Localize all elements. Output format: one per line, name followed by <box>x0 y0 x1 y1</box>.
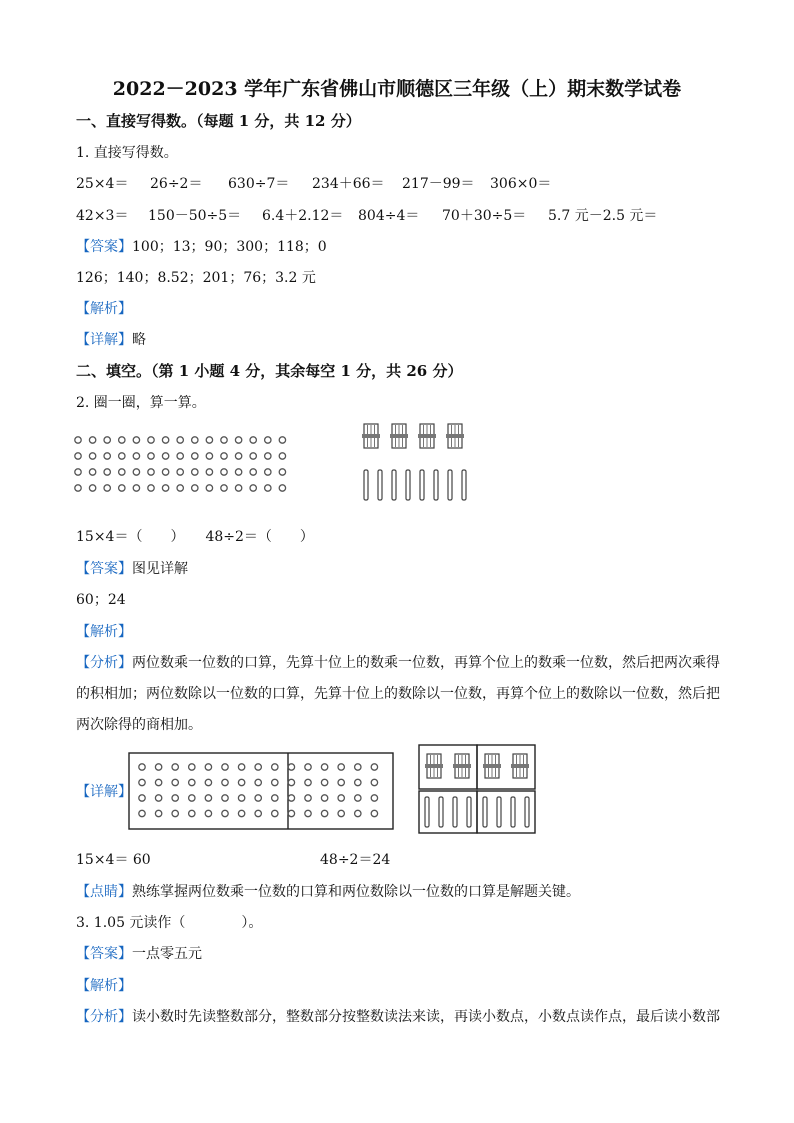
dot <box>162 485 168 491</box>
dot <box>75 453 81 459</box>
dot <box>192 453 198 459</box>
dot <box>172 810 178 816</box>
dot <box>238 779 244 785</box>
single-stick <box>406 470 410 500</box>
analysis-tag: 【解析】 <box>76 978 132 994</box>
fenxi-tag: 【分析】 <box>76 1009 132 1025</box>
fenxi-line-1 <box>76 652 720 672</box>
dot <box>75 485 81 491</box>
detail-tag: 【详解】 <box>76 784 132 800</box>
dot <box>89 485 95 491</box>
calc-item: 630÷7＝ <box>228 176 290 192</box>
dot <box>235 453 241 459</box>
dot <box>139 795 145 801</box>
dot <box>155 795 161 801</box>
dot <box>265 453 271 459</box>
dot <box>279 437 285 443</box>
boxed-stick-bundles <box>418 744 538 834</box>
calc-item: 42×3＝ <box>76 208 129 224</box>
dot <box>119 453 125 459</box>
dot <box>221 485 227 491</box>
dot <box>205 810 211 816</box>
dot <box>148 469 154 475</box>
answer-tag: 【答案】 <box>76 239 132 255</box>
dot <box>321 764 327 770</box>
dot <box>338 795 344 801</box>
dot <box>355 795 361 801</box>
analysis-tag: 【解析】 <box>76 624 132 640</box>
dot <box>133 469 139 475</box>
dianjing-tag: 【点睛】 <box>76 884 132 900</box>
dot <box>235 469 241 475</box>
single-stick <box>497 797 501 827</box>
dot <box>75 437 81 443</box>
dot <box>265 469 271 475</box>
dot <box>221 469 227 475</box>
dot <box>338 764 344 770</box>
dot <box>371 795 377 801</box>
dot <box>162 469 168 475</box>
dot <box>104 453 110 459</box>
dot <box>177 485 183 491</box>
dot <box>279 453 285 459</box>
dot <box>104 469 110 475</box>
single-stick <box>434 470 438 500</box>
dot <box>148 453 154 459</box>
dot <box>338 810 344 816</box>
dot <box>238 764 244 770</box>
single-stick <box>378 470 382 500</box>
dot <box>235 485 241 491</box>
answer-line-2: 126；140；8.52；201；76；3.2 元 <box>76 270 316 286</box>
fenxi-line-2: 的积相加；两位数除以一位数的口算，先算十位上的数除以一位数，再算个位上的数除以一位数，然后把 <box>76 686 720 702</box>
dot <box>205 764 211 770</box>
dot <box>288 810 294 816</box>
calc-item: 306×0＝ <box>490 176 552 192</box>
dot <box>222 779 228 785</box>
single-stick <box>439 797 443 827</box>
dot <box>221 437 227 443</box>
dot <box>272 764 278 770</box>
dot <box>272 810 278 816</box>
answer-line <box>76 558 188 578</box>
section1-heading: 一、直接写得数。（每题 1 分，共 12 分） <box>76 112 361 130</box>
single-stick <box>462 470 466 500</box>
single-stick <box>467 797 471 827</box>
dot <box>321 795 327 801</box>
dot <box>75 469 81 475</box>
dot <box>206 469 212 475</box>
dot <box>305 810 311 816</box>
dot <box>250 469 256 475</box>
q3-answer-line <box>76 943 202 963</box>
single-stick <box>453 797 457 827</box>
dot <box>155 810 161 816</box>
dot <box>89 437 95 443</box>
detail-line <box>76 329 146 349</box>
fenxi-text: 读小数时先读整数部分，整数部分按整数读法来读，再读小数点，小数点读作点，最后读小数部 <box>132 1009 720 1025</box>
dot <box>119 437 125 443</box>
dot <box>238 810 244 816</box>
single-stick <box>420 470 424 500</box>
dot <box>288 795 294 801</box>
single-stick <box>364 470 368 500</box>
dot <box>177 469 183 475</box>
dot <box>172 764 178 770</box>
dot <box>104 437 110 443</box>
dot <box>305 764 311 770</box>
dot <box>155 779 161 785</box>
dot <box>355 779 361 785</box>
answer-text: 100；13；90；300；118；0 <box>132 239 327 255</box>
q3-fenxi-line <box>76 1006 720 1026</box>
dot <box>177 437 183 443</box>
dot <box>205 795 211 801</box>
dot <box>265 485 271 491</box>
dot <box>206 437 212 443</box>
dot <box>288 764 294 770</box>
detail-text: 略 <box>132 332 146 348</box>
dot <box>139 779 145 785</box>
dot <box>305 795 311 801</box>
dot <box>162 453 168 459</box>
dot <box>139 810 145 816</box>
dot <box>272 779 278 785</box>
single-stick <box>392 470 396 500</box>
dot <box>205 779 211 785</box>
dot <box>162 437 168 443</box>
calc-item: 804÷4＝ <box>358 208 420 224</box>
detail-tag: 【详解】 <box>76 332 132 348</box>
dot <box>305 779 311 785</box>
dot <box>189 764 195 770</box>
dot <box>355 764 361 770</box>
dot <box>133 437 139 443</box>
section2-heading: 二、填空。（第 1 小题 4 分，其余每空 1 分，共 26 分） <box>76 362 463 380</box>
dianjing-line <box>76 881 580 901</box>
single-stick <box>448 470 452 500</box>
page-title: 2022－2023 学年广东省佛山市顺德区三年级（上）期末数学试卷 <box>112 78 682 100</box>
calc-item: 6.4＋2.12＝ <box>262 208 344 224</box>
dot <box>321 779 327 785</box>
dot <box>192 485 198 491</box>
answer-text: 图见详解 <box>132 561 188 577</box>
dot <box>148 437 154 443</box>
dot <box>279 485 285 491</box>
dot <box>119 469 125 475</box>
answer-text: 一点零五元 <box>132 946 202 962</box>
calc-item: 217－99＝ <box>402 176 475 192</box>
fenxi-tag: 【分析】 <box>76 655 132 671</box>
dot-grid-figure <box>72 432 312 498</box>
dot <box>139 764 145 770</box>
calc-item: 26÷2＝ <box>150 176 203 192</box>
dot <box>255 810 261 816</box>
dot <box>272 795 278 801</box>
dot <box>235 437 241 443</box>
detail-left: 15×4＝ 60 <box>76 852 151 868</box>
dot <box>148 485 154 491</box>
dot <box>133 453 139 459</box>
dot <box>250 453 256 459</box>
dot <box>321 810 327 816</box>
calc-item: 25×4＝ <box>76 176 129 192</box>
dot <box>255 764 261 770</box>
analysis-tag: 【解析】 <box>76 301 132 317</box>
dot <box>279 469 285 475</box>
calc-item: 70＋30÷5＝ <box>442 208 527 224</box>
dot <box>89 469 95 475</box>
dot <box>172 779 178 785</box>
dot <box>355 810 361 816</box>
dot <box>192 469 198 475</box>
boxed-dot-grid <box>128 752 394 830</box>
dot <box>221 453 227 459</box>
dot <box>206 453 212 459</box>
dot <box>89 453 95 459</box>
single-stick <box>425 797 429 827</box>
dot <box>206 485 212 491</box>
dot <box>222 795 228 801</box>
dot <box>371 764 377 770</box>
dot <box>371 810 377 816</box>
dot <box>222 810 228 816</box>
question-2: 2. 圈一圈，算一算。 <box>76 395 206 411</box>
dot <box>265 437 271 443</box>
dot <box>192 437 198 443</box>
question-1: 1. 直接写得数。 <box>76 145 178 161</box>
question-3: 3. 1.05 元读作（ ）。 <box>76 915 263 931</box>
answer-tag: 【答案】 <box>76 561 132 577</box>
dot <box>172 795 178 801</box>
detail-right: 48÷2＝24 <box>320 852 391 868</box>
dot <box>288 779 294 785</box>
stick-bundles-figure <box>356 420 474 506</box>
fenxi-text: 两位数乘一位数的口算，先算十位上的数乘一位数，再算个位上的数乘一位数，然后把两次乘得 <box>132 655 720 671</box>
dot <box>177 453 183 459</box>
question-2-expressions: 15×4＝（ ） 48÷2＝（ ） <box>76 529 314 545</box>
dot <box>133 485 139 491</box>
answer-tag: 【答案】 <box>76 946 132 962</box>
dot <box>371 779 377 785</box>
calc-item: 150－50÷5＝ <box>148 208 242 224</box>
dianjing-text: 熟练掌握两位数乘一位数的口算和两位数除以一位数的口算是解题关键。 <box>132 884 580 900</box>
dot <box>255 795 261 801</box>
answer-line <box>76 236 327 256</box>
single-stick <box>511 797 515 827</box>
dot <box>189 795 195 801</box>
dot <box>155 764 161 770</box>
dot <box>189 810 195 816</box>
dot <box>338 779 344 785</box>
dot <box>250 437 256 443</box>
single-stick <box>483 797 487 827</box>
dot <box>222 764 228 770</box>
dot <box>119 485 125 491</box>
dot <box>104 485 110 491</box>
dot <box>250 485 256 491</box>
calc-item: 5.7 元－2.5 元＝ <box>548 208 658 224</box>
calc-item: 234＋66＝ <box>312 176 385 192</box>
dot <box>255 779 261 785</box>
answer-values: 60；24 <box>76 592 126 608</box>
fenxi-line-3: 两次除得的商相加。 <box>76 717 202 733</box>
dot <box>238 795 244 801</box>
single-stick <box>525 797 529 827</box>
dot <box>189 779 195 785</box>
